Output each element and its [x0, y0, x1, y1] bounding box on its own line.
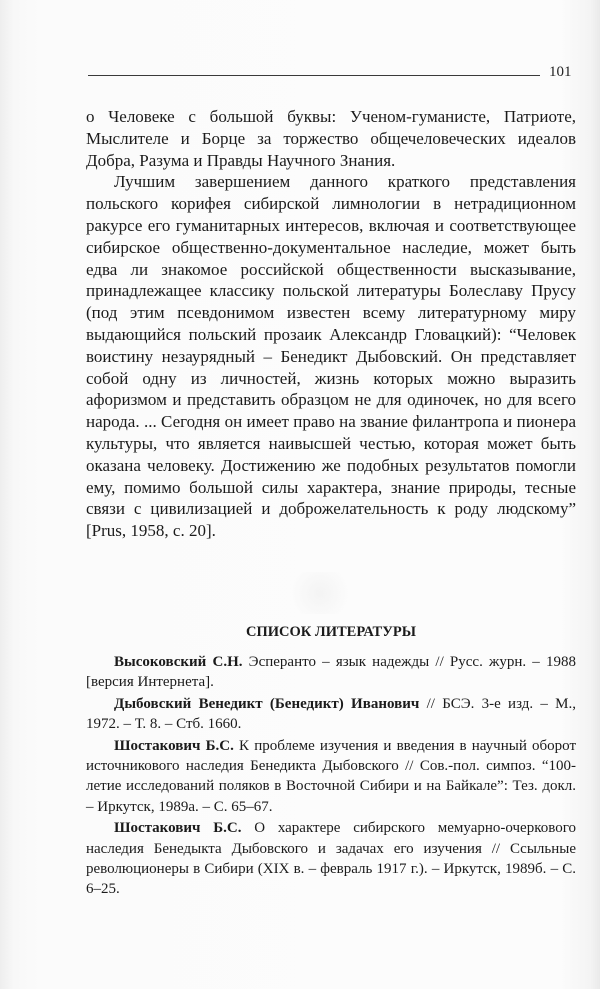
reference-item	[86, 818, 576, 900]
page-number: 101	[549, 64, 572, 80]
reference-text: // БСЭ. 3-е изд. – М., 1972. – Т. 8. – Стб. 1660.	[86, 695, 577, 733]
reference-item	[86, 652, 576, 693]
reference-author: Дыбовский Венедикт (Бенедикт) Иванович	[114, 695, 420, 712]
bleed-through-mark	[285, 572, 355, 614]
reference-text: Эсперанто – язык надежды // Русс. журн. – 1988 [версия Интернета].	[86, 654, 576, 691]
reference-text: О характере сибирского мемуарно-очеркового наследия Бенедыкта Дыбовского и задачах его изучения // Ссыльные революционеры в Сибири (XIX в. – февраль 1917 г.). – Иркутск, 1989б. – С. 6–25.	[86, 820, 576, 898]
reference-item	[86, 736, 576, 818]
references-list	[86, 652, 576, 900]
reference-author: Высоковский С.Н.	[114, 654, 243, 670]
header-rule	[88, 75, 540, 76]
reference-text: К проблеме изучения и введения в научный оборот источникового наследия Бенедикта Дыбовского // Сов.-пол. симпоз. “100-летие исследований поляков в Восточной Сибири и на Байкале”: Тез. докл. – Иркутск, 1989а. – С. 65–67.	[86, 737, 576, 815]
reference-author: Шостакович Б.С.	[114, 737, 234, 754]
reference-item	[86, 694, 576, 735]
body-text	[86, 106, 576, 542]
references-heading: СПИСОК ЛИТЕРАТУРЫ	[246, 624, 416, 640]
body-paragraph-2: Лучшим завершением данного краткого представления польского корифея сибирской лимнологии в нетрадиционном ракурсе его гуманитарных интересов, включая и соответствующее сибирское общественно-документальное наследие, может быть едва ли знакомое российской общественности высказывание, принадлежащее классику польской литературы Болеславу Прусу (под этим псевдонимом известен всему литературному миру выдающийся польский прозаик Александр Гловацкий): “Человек воистину незаурядный – Бенедикт Дыбовский. Он представляет собой одну из личностей, жизнь которых можно выразить афоризмом и представить образцом не для одиночек, но для всего народа. ... Сегодня он имеет право на звание филантропа и пионера культуры, что является наивысшей честью, которая может быть оказана человеку. Достижению же подобных результатов помогли ему, помимо большой силы характера, знание природы, тесные связи с цивилизацией и доброжелательность к роду людскому” [Prus, 1958, с. 20].	[86, 172, 576, 541]
reference-author: Шостакович Б.С.	[114, 820, 242, 837]
body-paragraph-1: о Человеке с большой буквы: Ученом-гуманисте, Патриоте, Мыслителе и Борце за торжество общечеловеческих идеалов Добра, Разума и Правды Научного Знания.	[86, 107, 576, 170]
